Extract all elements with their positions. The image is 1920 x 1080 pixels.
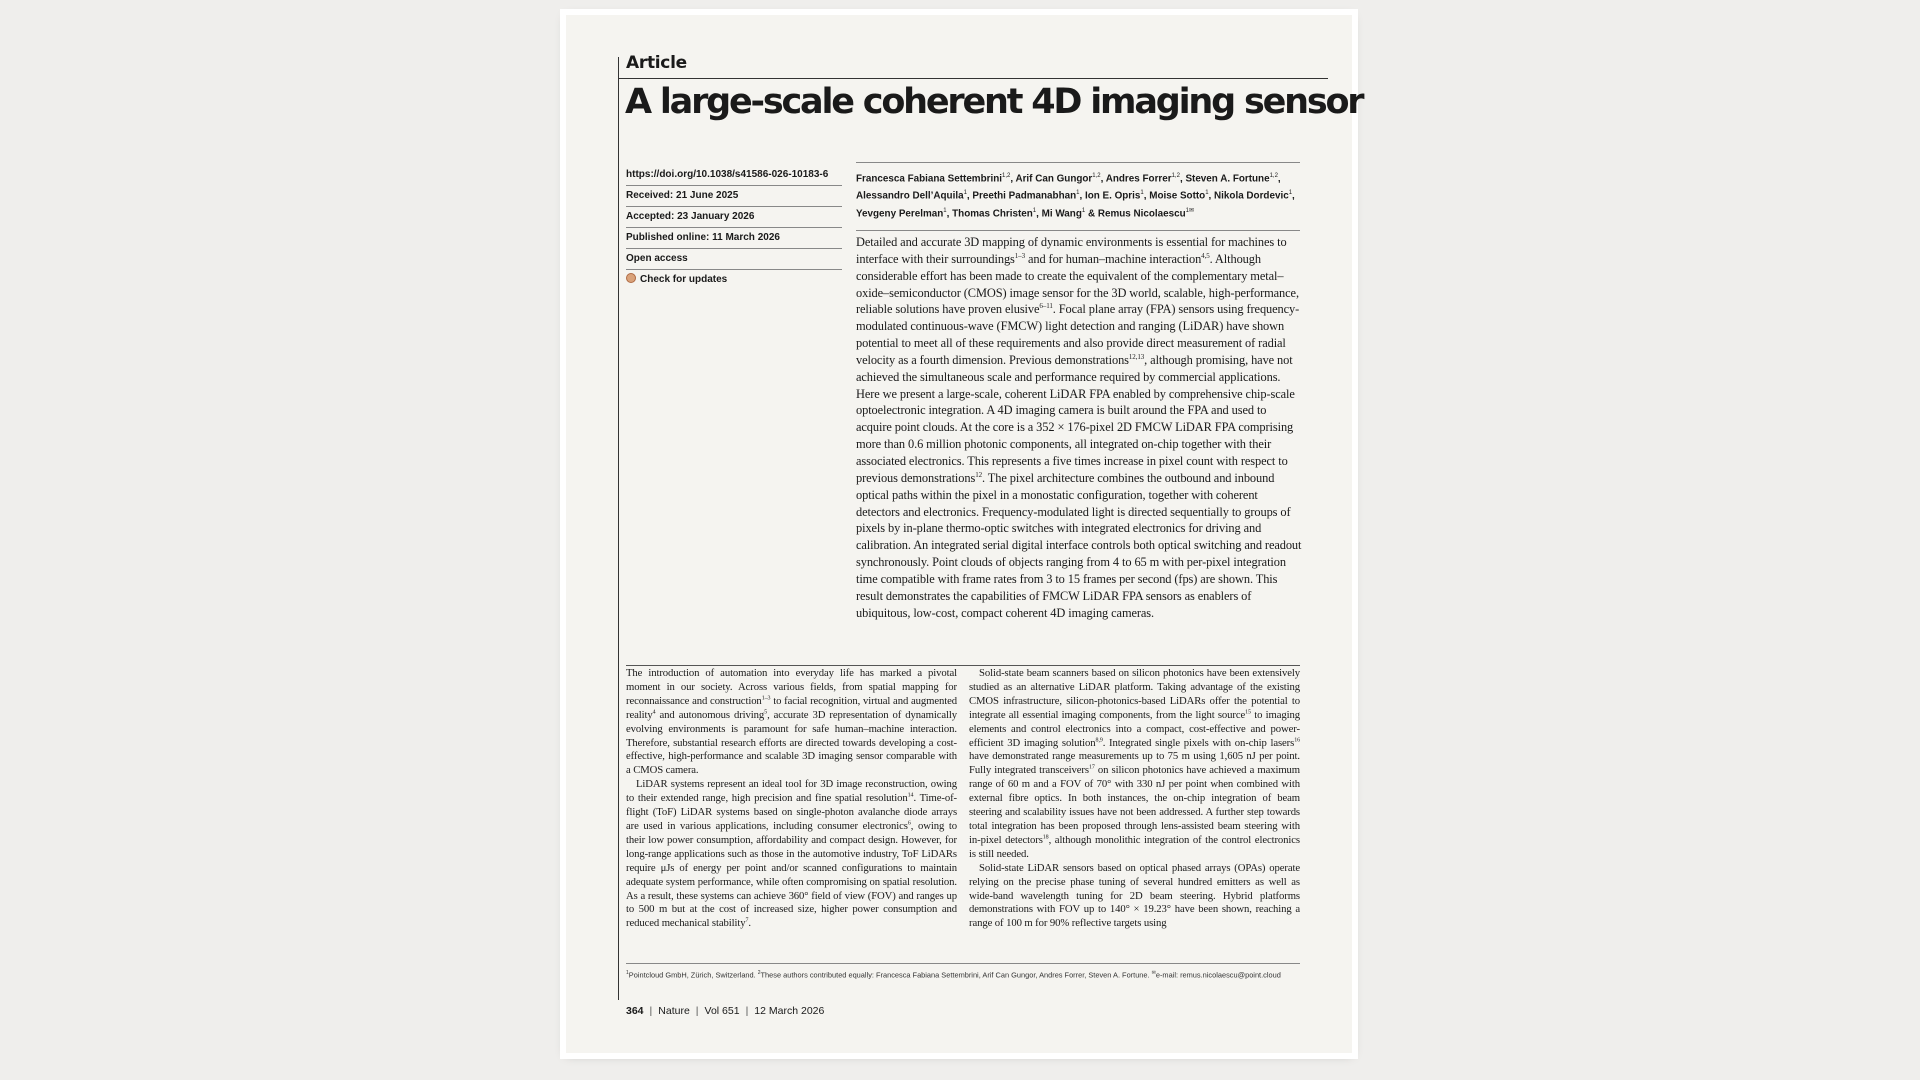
abstract-text: , although promising, have not achieved the simultaneous scale and performance required by commercial applications. Here we present a large-scale, coherent LiDAR FPA enabled by comprehensive chip-scale optoelectronic integration. A 4D imaging camera is built around the FPA and used to acquire point clouds. At the core is a 352 × 176-pixel 2D FMCW LiDAR FPA comprising more than 0.6 million photonic components, all integrated on-chip together with their associated electronics. This represents a five times increase in pixel count with respect to previous demonstrations [856,352,1295,485]
body-text: Solid-state LiDAR sensors based on optical phased arrays (OPAs) operate relying on the precise phase tuning of several hundred emitters as well as wide-band wavelength tuning for 2D beam steering. Hybrid platforms demonstrations with FOV up to 140° × 19.23° have been shown, reaching a range of 100 m for 90% reflective targets using [969,861,1300,930]
author-affiliation: 1✉ [1185,207,1195,214]
author-affiliation: 1 [963,190,967,197]
author-name: Thomas Christen [952,207,1033,219]
citation-superscript: 16 [1294,736,1300,743]
check-for-updates-icon [626,273,636,283]
article-title: A large-scale coherent 4D imaging sensor [625,82,1363,122]
body-paragraph [626,667,957,778]
doi-link[interactable]: https://doi.org/10.1038/s41586-026-10183-6 [626,165,842,186]
author-name: Moise Sotto [1149,190,1206,202]
citation-superscript: 12,13 [1128,352,1145,361]
header-rule [618,78,1328,79]
author-name: Remus Nicolaescu [1097,207,1186,219]
author-name: Arif Can Gungor [1015,173,1093,185]
citation-superscript: 5 [764,709,768,716]
citation-superscript: 7 [745,917,749,924]
left-margin-rule [618,57,619,1000]
author-name: Steven A. Fortune [1185,173,1270,185]
author-list: Francesca Fabiana Settembrini$^{1,2}$, Arif Can Gungor$^{1,2}$, Andres Forrer$^{1,2}$, Steven A. Fortune$^{1,2}$, Alessandro Dell’Aquila$^1$, Preethi Padmanabhan$^1$, Ion E. Opris$^1$, Moise Sotto$^1$, Nikola Dordevic$^1$, Yevgeny Perelman$^1$, Thomas Christen$^1$, Mi Wang$^1$ & Remus Nicolaescu$^{1✉}$ [856,162,1300,221]
citation-superscript: 4 [652,709,656,716]
body-text: Solid-state beam scanners based on silicon photonics have been extensively studied as an alternative LiDAR platform. Taking advantage of the existing CMOS infrastructure, silicon-photonics-based LiDARs offer the potential to integrate all essential imaging components, from the light source [969,667,1300,721]
citation-superscript: 14 [907,792,914,799]
citation-superscript: 4,5 [1201,251,1210,260]
accepted-date: Accepted: 23 January 2026 [626,207,842,228]
citation-superscript: 12 [975,470,982,479]
author-affiliation: 1 [1205,190,1209,197]
body-text: LiDAR systems represent an ideal tool for 3D image reconstruction, owing to their extended range, high precision and fine spatial resolution [626,778,957,805]
volume-number: Vol 651 [704,1005,740,1017]
citation-superscript: 18 [1042,834,1049,841]
body-text: have demonstrated range measurements up to 75 m using 1,605 nJ per point. Fully integrated transceivers [969,750,1300,777]
body-column-right [969,667,1300,931]
author-affiliation: 1,2 [1092,173,1101,179]
author-affiliation: 1 [1288,190,1293,197]
citation-superscript: 15 [1245,709,1251,716]
author-name: Yevgeny Perelman [856,207,944,219]
citation-superscript: 6–11 [1039,302,1053,311]
body-text: . Integrated single pixels with on-chip lasers [1102,736,1295,749]
citation-superscript: 1 [626,970,629,976]
page-number: 364 [626,1005,644,1017]
author-affiliation: 1 [1140,190,1144,197]
body-text: , accurate 3D representation of dynamically evolving environments is paramount for safe human–machine interaction. Therefore, substantial research efforts are directed towards developing a cost-effective, high-performance and scalable 3D imaging sensor comparable with a CMOS camera. [626,708,957,777]
author-affiliation: 1,2 [1269,173,1278,179]
body-text: to imaging elements and control electronics into a compact, cost-effective and power-efficient 3D imaging solution [969,708,1300,749]
author-name: Ion E. Opris [1084,190,1141,202]
author-name: Andres Forrer [1105,173,1172,185]
abstract [856,234,1302,621]
issue-date: 12 March 2026 [754,1005,825,1017]
body-text: . [748,917,751,930]
citation-superscript: 1–3 [761,695,771,702]
received-date: Received: 21 June 2025 [626,186,842,207]
body-text: to facial recognition, virtual and augmented reality [626,694,957,721]
abstract-text: . Although considerable effort has been made to create the equivalent of the complementary metal–oxide–semiconductor (CMOS) image sensor for the 3D world, scalable, high-performance, reliable solutions have proven elusive [856,251,1299,317]
author-name: Alessandro Dell’Aquila [856,190,964,202]
page-footer: 364 | Nature | Vol 651 | 12 March 2026 [626,1005,825,1017]
abstract-text: Detailed and accurate 3D mapping of dynamic environments is essential for machines to interface with their surroundings [856,235,1287,266]
body-text: and autonomous driving [655,708,765,721]
body-rule [626,665,1300,666]
footnote-text: These authors contributed equally: Francesca Fabiana Settembrini, Arif Can Gungor, Andres Forrer, Steven A. Fortune. [760,970,1152,980]
citation-superscript: 2 [757,970,761,976]
paper-page [566,15,1363,1053]
citation-superscript: 17 [1088,764,1095,771]
author-affiliation: 1,2 [1171,173,1180,179]
abstract-text: and for human–machine interaction [1024,251,1202,266]
abstract-text: . Focal plane array (FPA) sensors using frequency-modulated continuous-wave (FMCW) light detection and ranging (LiDAR) have shown potential to meet all of these requirements and also provide direct measurement of radial velocity as a fourth dimension. Previous demonstrations [856,302,1300,367]
author-name: Mi Wang [1041,207,1082,219]
body-paragraph [626,778,957,931]
author-affiliation: 1 [1032,207,1037,214]
abstract-text: . The pixel architecture combines the outbound and inbound optical paths within the pixel in a monostatic configuration, together with coherent detectors and electronics. Frequency-modulated light is directed sequentially to groups of pixels by in-plane thermo-optic switches with integrated electronics for driving and calibration. An integrated serial digital interface controls both optical switching and readout synchronously. Point clouds of objects ranging from 4 to 65 m with per-pixel integration time compatible with frame rates from 3 to 15 frames per second (fps) are shown. This result demonstrates the capabilities of FMCW LiDAR FPA sensors as enablers of ubiquitous, low-cost, compact coherent 4D imaging cameras. [856,470,1302,620]
published-date: Published online: 11 March 2026 [626,228,842,249]
abstract-rule [856,230,1300,231]
author-affiliation: 1 [943,207,947,214]
citation-superscript: ✉ [1151,970,1156,976]
open-access-label: Open access [626,249,842,270]
author-affiliation: 1 [1081,207,1086,214]
body-text: on silicon photonics have achieved a maximum range of 60 m and a FOV of 70° with 330 nJ per point when combined with external fibre optics. In both instances, the on-chip integration of beam steering and scalability issues have not been addressed. A further step towards total integration has been proposed through lens-assisted beam steering with in-pixel detectors [969,764,1301,846]
article-type-label: Article [626,53,687,73]
affiliations-footnote [626,967,1300,981]
footnote-text: e-mail: remus.nicolaescu@point.cloud [1155,970,1281,980]
check-for-updates-label: Check for updates [640,274,728,285]
body-text: . Time-of-flight (ToF) LiDAR systems based on single-photon avalanche diode arrays are used in various applications, including consumer electronics [626,792,957,832]
journal-name: Nature [658,1005,690,1017]
author-affiliation: 1,2 [1001,173,1011,179]
author-name: Preethi Padmanabhan [972,190,1077,202]
body-text: The introduction of automation into everyday life has marked a pivotal moment in our society. Across various fields, from spatial mapping for reconnaissance and construction [626,667,957,707]
body-column-left [626,667,957,931]
body-paragraph [969,667,1300,862]
citation-superscript: 8,9 [1095,736,1103,743]
article-metadata [626,165,842,290]
author-affiliation: 1 [1076,190,1080,197]
footnote-text: Pointcloud GmbH, Zürich, Switzerland. [628,970,758,980]
body-text: , although monolithic integration of the control electronics is still needed. [969,833,1300,860]
body-text: , owing to their low power consumption, affordability and compact design. However, for long-range applications such as those in the automotive industry, ToF LiDARs require μJs of energy per point and/or scanned configurations to maintain adequate system performance, while often compromising on spatial resolution. As a result, these systems can achieve 360° field of view (FOV) and ranges up to 500 m but at the cost of increased size, higher power consumption and reduced mechanical stability [626,819,957,930]
body-paragraph [969,862,1300,932]
footnote-rule [626,963,1300,964]
author-name: Francesca Fabiana Settembrini [856,173,1002,185]
citation-superscript: 1–3 [1014,251,1025,260]
check-for-updates-link[interactable] [626,270,842,290]
citation-superscript: 6 [907,820,911,827]
author-name: Nikola Dordevic [1214,190,1289,202]
